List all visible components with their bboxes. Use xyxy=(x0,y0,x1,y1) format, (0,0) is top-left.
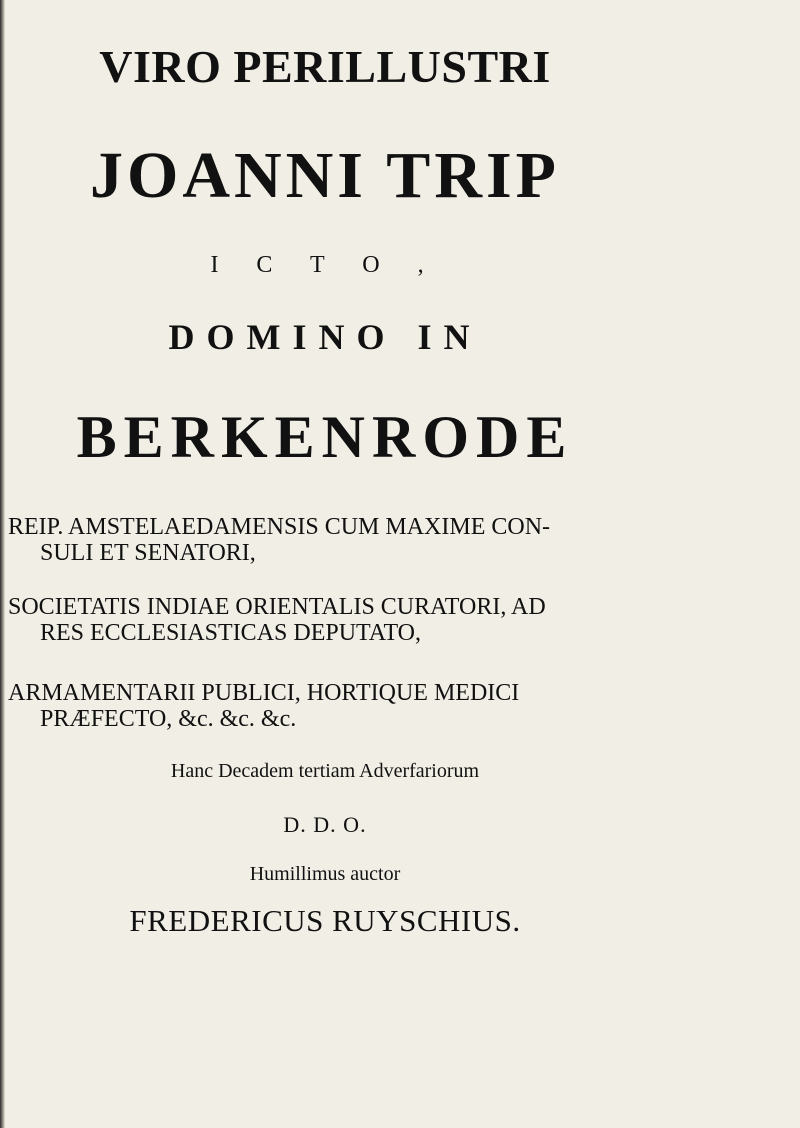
title-entry xyxy=(8,680,519,732)
title-entry-line: SOCIETATIS INDIAE ORIENTALIS CURATORI, AD xyxy=(8,594,546,620)
title-entry xyxy=(8,514,550,566)
title-entry-line: REIP. AMSTELAEDAMENSIS CUM MAXIME CON- xyxy=(8,514,551,540)
title-entry-line: ARMAMENTARII PUBLICI, HORTIQUE MEDICI xyxy=(8,680,520,706)
heading-name: JOANNI TRIP xyxy=(89,139,560,212)
author-name: FREDERICUS RUYSCHIUS. xyxy=(129,903,521,938)
title-entry xyxy=(8,594,546,646)
heading-viro-perillustri: VIRO PERILLUSTRI xyxy=(99,41,551,92)
title-entry-continuation: SULI ET SENATORI, xyxy=(40,540,256,566)
heading-icto: I C T O , xyxy=(210,252,440,278)
humility-line: Humillimus auctor xyxy=(249,863,401,885)
title-entry-continuation: RES ECCLESIASTICAS DEPUTATO, xyxy=(40,620,422,646)
dedication-formula: D. D. O. xyxy=(283,812,367,837)
heading-place: BERKENRODE xyxy=(76,404,574,470)
title-entry-continuation: PRÆFECTO, &c. &c. &c. xyxy=(40,706,297,732)
heading-domino-in: DOMINO IN xyxy=(168,317,482,357)
dedication-line: Hanc Decadem tertiam Adverfariorum xyxy=(170,760,480,782)
